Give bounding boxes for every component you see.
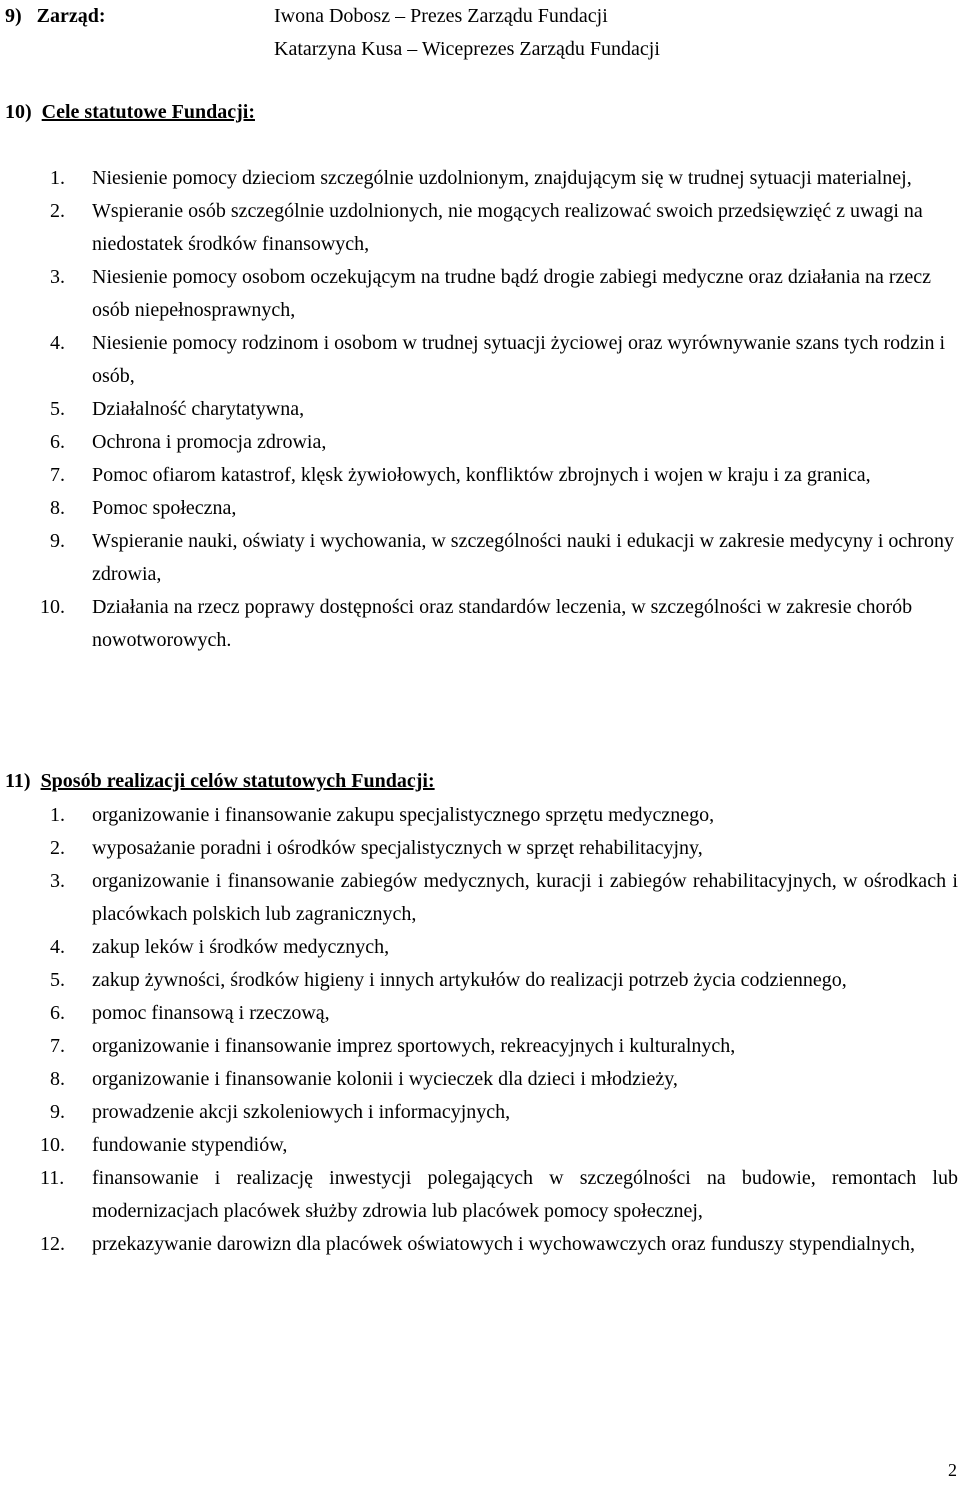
list-item-number: 9. — [50, 530, 65, 552]
list-item-text: Wspieranie nauki, oświaty i wychowania, w szczególności nauki i edukacji w zakresie medycyny i ochrony zdrowia, — [92, 530, 954, 585]
list-item-number: 10. — [40, 1134, 65, 1156]
list-item-text: organizowanie i finansowanie zabiegów medycznych, kuracji i zabiegów rehabilitacyjnych, w ośrodkach i placówkach polskich lub zagranicznych, — [92, 870, 958, 925]
list-item-number: 1. — [50, 167, 65, 189]
list-item — [0, 1129, 960, 1162]
list-item-number: 7. — [50, 464, 65, 486]
list-item-text: Działania na rzecz poprawy dostępności oraz standardów leczenia, w szczególności w zakresie chorób nowotworowych. — [92, 596, 913, 651]
list-item-number: 12. — [40, 1233, 65, 1255]
section-board-label: 9) Zarząd: — [5, 5, 106, 27]
list-item-text: organizowanie i finansowanie imprez sportowych, rekreacyjnych i kulturalnych, — [92, 1035, 736, 1057]
section-methods-title: Sposób realizacji celów statutowych Fundacji: — [40, 770, 435, 792]
list-item-text: Wspieranie osób szczególnie uzdolnionych, nie mogących realizować swoich przedsięwzięć z uwagi na niedostatek środków finansowych, — [92, 200, 923, 255]
list-item — [0, 426, 960, 459]
section-goals-number: 10) — [5, 101, 32, 123]
list-item — [0, 1096, 960, 1129]
list-item-number: 11. — [40, 1167, 65, 1189]
list-item — [0, 931, 960, 964]
list-item-number: 1. — [50, 804, 65, 826]
list-item — [0, 964, 960, 997]
list-item — [0, 492, 960, 525]
page-number: 2 — [948, 1460, 957, 1480]
list-item-text: Pomoc społeczna, — [92, 497, 237, 519]
list-item-number: 6. — [50, 1002, 65, 1024]
list-item-number: 3. — [50, 266, 65, 288]
list-item-number: 4. — [50, 332, 65, 354]
list-item — [0, 865, 960, 931]
list-item-text: zakup żywności, środków higieny i innych artykułów do realizacji potrzeb życia codziennego, — [92, 969, 847, 991]
section-methods-number: 11) — [5, 770, 31, 792]
board-member: Iwona Dobosz – Prezes Zarządu Fundacji — [274, 5, 608, 27]
list-item — [0, 591, 960, 657]
list-item-text: pomoc finansową i rzeczową, — [92, 1002, 330, 1024]
list-item-text: Niesienie pomocy dzieciom szczególnie uzdolnionym, znajdującym się w trudnej sytuacji materialnej, — [92, 167, 912, 189]
methods-list — [0, 799, 960, 1261]
list-item-text: Niesienie pomocy osobom oczekującym na trudne bądź drogie zabiegi medyczne oraz działania na rzecz osób niepełnosprawnych, — [92, 266, 932, 321]
list-item — [0, 1162, 960, 1228]
section-goals-heading — [5, 96, 255, 129]
list-item — [0, 195, 960, 261]
list-item-text: Działalność charytatywna, — [92, 398, 305, 420]
list-item — [0, 1228, 960, 1261]
list-item-number: 7. — [50, 1035, 65, 1057]
list-item-text: Pomoc ofiarom katastrof, klęsk żywiołowych, konfliktów zbrojnych i wojen w kraju i za granica, — [92, 464, 871, 486]
list-item — [0, 832, 960, 865]
list-item-text: zakup leków i środków medycznych, — [92, 936, 390, 958]
list-item-number: 4. — [50, 936, 65, 958]
list-item — [0, 799, 960, 832]
list-item-text: Ochrona i promocja zdrowia, — [92, 431, 327, 453]
list-item-number: 2. — [50, 837, 65, 859]
section-goals-title: Cele statutowe Fundacji: — [41, 101, 255, 123]
list-item — [0, 1063, 960, 1096]
list-item-text: organizowanie i finansowanie zakupu specjalistycznego sprzętu medycznego, — [92, 804, 715, 826]
board-member: Katarzyna Kusa – Wiceprezes Zarządu Fundacji — [274, 38, 660, 60]
list-item — [0, 393, 960, 426]
list-item-number: 8. — [50, 1068, 65, 1090]
list-item — [0, 261, 960, 327]
list-item-number: 10. — [40, 596, 65, 618]
list-item — [0, 1030, 960, 1063]
goals-list — [0, 162, 960, 657]
list-item-text: organizowanie i finansowanie kolonii i wycieczek dla dzieci i młodzieży, — [92, 1068, 678, 1090]
list-item — [0, 327, 960, 393]
list-item-number: 8. — [50, 497, 65, 519]
list-item — [0, 997, 960, 1030]
list-item-number: 6. — [50, 431, 65, 453]
list-item-text: wyposażanie poradni i ośrodków specjalistycznych w sprzęt rehabilitacyjny, — [92, 837, 703, 859]
list-item-number: 3. — [50, 870, 65, 892]
list-item-number: 5. — [50, 398, 65, 420]
list-item — [0, 162, 960, 195]
list-item-text: Niesienie pomocy rodzinom i osobom w trudnej sytuacji życiowej oraz wyrównywanie szans tych rodzin i osób, — [92, 332, 946, 387]
list-item-text: fundowanie stypendiów, — [92, 1134, 288, 1156]
list-item-text: finansowanie i realizację inwestycji polegających w szczególności na budowie, remontach lub modernizacjach placówek służby zdrowia lub placówek pomocy społecznej, — [92, 1167, 958, 1222]
list-item-number: 2. — [50, 200, 65, 222]
list-item — [0, 525, 960, 591]
list-item-number: 9. — [50, 1101, 65, 1123]
list-item-number: 5. — [50, 969, 65, 991]
list-item-text: przekazywanie darowizn dla placówek oświatowych i wychowawczych oraz funduszy stypendialnych, — [92, 1233, 916, 1255]
list-item — [0, 459, 960, 492]
list-item-text: prowadzenie akcji szkoleniowych i informacyjnych, — [92, 1101, 511, 1123]
section-methods-heading — [5, 765, 435, 798]
board-members — [274, 0, 660, 66]
